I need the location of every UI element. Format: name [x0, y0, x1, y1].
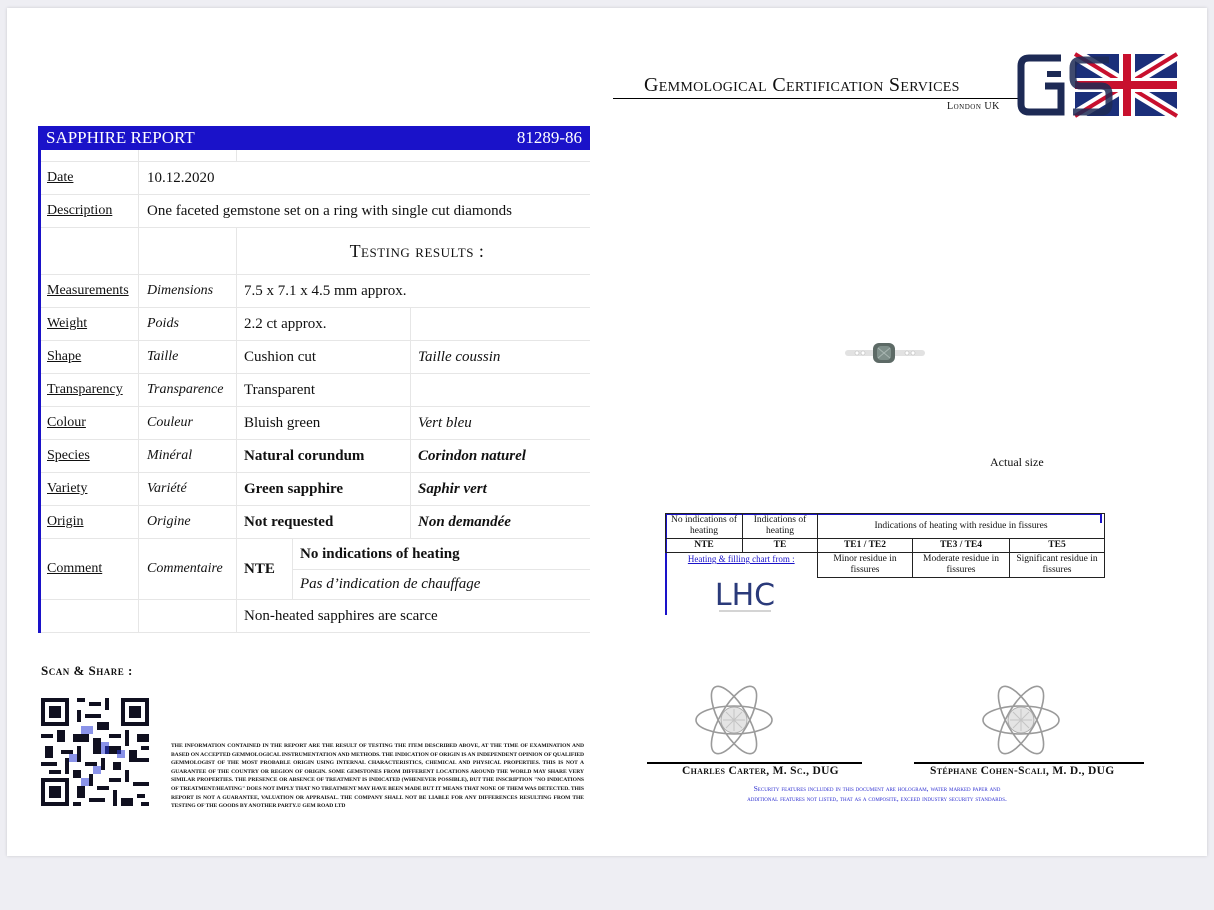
weight-value-fr — [411, 308, 590, 340]
species-value: Natural corundum — [237, 440, 411, 472]
qr-code[interactable] — [37, 694, 153, 810]
colour-value-fr: Vert bleu — [418, 414, 472, 431]
code-nte: NTE — [666, 539, 743, 553]
description-row — [41, 195, 590, 228]
report-body — [38, 150, 590, 633]
no-heating-head: No indications of heating — [666, 514, 743, 539]
date-row — [41, 162, 590, 195]
comment-text-fr: Pas d’indication de chauffage — [300, 576, 481, 592]
transparency-label: Transparency — [41, 374, 139, 406]
chart-source-link[interactable]: Heating & filling chart from : — [687, 554, 795, 564]
date-value: 10.12.2020 — [147, 169, 215, 186]
shape-value-fr: Taille coussin — [418, 348, 501, 365]
gcs-logo — [1017, 50, 1179, 120]
variete-label: Variété — [139, 473, 237, 505]
residue-group-head: Indications of heating with residue in fissures — [818, 514, 1105, 539]
result-row — [41, 275, 590, 308]
certificate-sheet — [7, 8, 1207, 856]
shape-label: Shape — [41, 341, 139, 373]
colour-label: Colour — [41, 407, 139, 439]
testing-results-heading: Testing results : — [349, 240, 485, 261]
transparence-label: Transparence — [139, 374, 237, 406]
measurements-label: Measurements — [41, 275, 139, 307]
dimensions-label: Dimensions — [139, 275, 237, 307]
result-row — [41, 440, 590, 473]
measurements-value: 7.5 x 7.1 x 4.5 mm approx. — [244, 282, 407, 299]
poids-label: Poids — [139, 308, 237, 340]
code-te3-te4: TE3 / TE4 — [913, 539, 1010, 553]
origin-value-fr: Non demandée — [418, 513, 511, 530]
signatory-right: Stéphane Cohen-Scali, M. D., DUG — [930, 765, 1115, 777]
colour-value: Bluish green — [237, 407, 411, 439]
commentaire-label: Commentaire — [139, 539, 237, 599]
comment-label: Comment — [41, 539, 139, 599]
actual-size-caption: Actual size — [990, 455, 1044, 469]
shape-value: Cushion cut — [237, 341, 411, 373]
comment-code: NTE — [237, 539, 293, 599]
species-label: Species — [41, 440, 139, 472]
report-number: 81289-86 — [516, 128, 582, 147]
chart-source-cell — [666, 553, 818, 578]
comment-text — [293, 539, 590, 599]
atom-seal-icon — [979, 678, 1063, 762]
report-title: SAPPHIRE REPORT — [46, 128, 195, 147]
variety-value-fr: Saphir vert — [418, 480, 487, 497]
atom-seal-icon — [692, 678, 776, 762]
scan-share-title: Scan & Share : — [41, 663, 133, 678]
result-row — [41, 341, 590, 374]
heating-chart — [665, 513, 1105, 578]
origine-label: Origine — [139, 506, 237, 538]
date-label: Date — [41, 162, 139, 194]
couleur-label: Couleur — [139, 407, 237, 439]
code-te5: TE5 — [1010, 539, 1105, 553]
org-name: Gemmological Certification Services — [644, 74, 960, 96]
signatory-left: Charles Carter, M. Sc., DUG — [682, 765, 839, 777]
lhc-logo-text: LHC — [715, 578, 775, 613]
variety-value: Green sapphire — [237, 473, 411, 505]
code-te1-te2: TE1 / TE2 — [818, 539, 913, 553]
transparency-value-fr — [411, 374, 590, 406]
scarcity-note: Non-heated sapphires are scarce — [244, 607, 438, 624]
result-row — [41, 506, 590, 539]
taille-label: Taille — [139, 341, 237, 373]
comment-text-en: No indications of heating — [293, 539, 590, 570]
description-value: One faceted gemstone set on a ring with single cut diamonds — [147, 202, 512, 219]
spacer-row — [41, 150, 590, 162]
disclaimer-text: THE INFORMATION CONTAINED IN THE REPORT ARE THE RESULT OF TESTING THE ITEM DESCRIBED ABOVE, AT THE TIME OF EXAMINATION AND BASED ON ACCEPTED GEMMOLOGICAL INSTRUMENTATION AND METHODS. THE INDICATION OF ORIGIN IS AN INDEPENDENT OPINION OF QUALIFIED GEMMOLOGIST OF THE MOST PROBABLE ORIGIN USING INTERNAL CHARACTERISTICS, CHEMICAL AND PHYSICAL PROPERTIES. THIS IS NOT A GUARANTEE OF THE COUNTRY OR REGION OF ORIGIN. SOME GEMSTONES FROM DIFFERENT LOCATIONS AROUND THE WORLD MAY SHARE VERY SIMILAR PROPERTIES. THE PRESENCE OR ABSENCE OF TREATMENT IS INDICATED (WHENEVER POSSIBLE), BUT THE INSCRIPTION "NO INDICATIONS OF TREATMENT/HEATING" DOES NOT IMPLY THAT NO TREATMENT MAY HAVE BEEN MADE BUT IT MEANS THAT NONE OF THEM WAS DETECTED. THIS REPORT IS NOT A GUARANTEE, VALUATION OR APPRAISAL. THE COMPANY SHALL NOT BE LIABLE FOR ANY DIFFERENCES RESULTING FROM THE TESTING OF THE GOODS BY ANOTHER PARTY.© GEM ROAD LTD — [171, 743, 584, 810]
mineral-label: Minéral — [139, 440, 237, 472]
report-header — [38, 126, 590, 150]
species-value-fr: Corindon naturel — [418, 447, 526, 464]
weight-label: Weight — [41, 308, 139, 340]
testing-results-row — [41, 228, 590, 275]
sapphire-report — [38, 126, 590, 633]
org-city: London UK — [947, 101, 1000, 112]
result-row — [41, 407, 590, 440]
weight-value: 2.2 ct approx. — [237, 308, 411, 340]
level-moderate: Moderate residue in fissures — [913, 553, 1010, 578]
origin-value: Not requested — [237, 506, 411, 538]
header-divider — [613, 98, 1018, 99]
signature-line — [914, 762, 1144, 764]
result-row — [41, 374, 590, 407]
lhc-logo — [715, 576, 775, 616]
description-label: Description — [41, 195, 139, 227]
signature-line — [647, 762, 862, 764]
variety-label: Variety — [41, 473, 139, 505]
security-note: Security features included in this document are hologram, water marked paper and additional features not listed, that as a composite, exceed industry security standards. — [747, 784, 1007, 803]
comment-row — [41, 539, 590, 600]
gemstone-ring-photo — [843, 340, 927, 366]
level-significant: Significant residue in fissures — [1010, 553, 1105, 578]
result-row — [41, 473, 590, 506]
heating-head: Indications of heating — [743, 514, 818, 539]
result-row — [41, 308, 590, 341]
code-te: TE — [743, 539, 818, 553]
note-row — [41, 600, 590, 633]
transparency-value: Transparent — [237, 374, 411, 406]
level-minor: Minor residue in fissures — [818, 553, 913, 578]
origin-label: Origin — [41, 506, 139, 538]
